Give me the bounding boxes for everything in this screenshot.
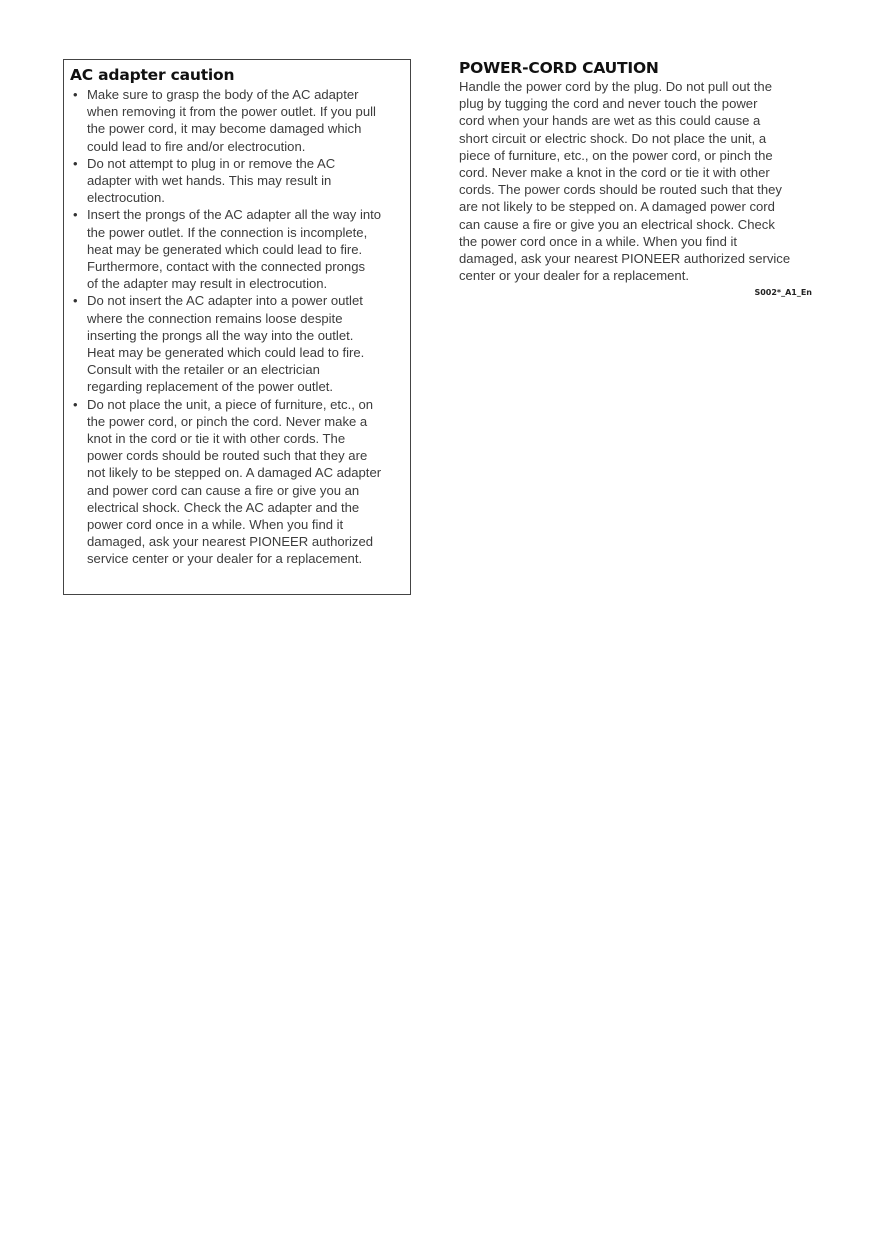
caution-item [70, 396, 410, 568]
text-line: when removing it from the power outlet. If you pull [87, 104, 376, 120]
text-line: center or your dealer for a replacement. [459, 268, 689, 284]
bullet-icon: • [73, 293, 78, 309]
text-line: Do not place the unit, a piece of furniture, etc., on [87, 396, 374, 412]
text-line: Do not attempt to plug in or remove the AC [87, 155, 336, 171]
text-line: electrical shock. Check the AC adapter and the [87, 499, 360, 515]
text-line: Heat may be generated which could lead to fire. [87, 345, 365, 361]
text-line: adapter with wet hands. This may result in [87, 173, 332, 189]
text-line: Insert the prongs of the AC adapter all the way into [87, 207, 382, 223]
text-line: Handle the power cord by the plug. Do not pull out the [459, 79, 772, 94]
text-line: damaged, ask your nearest PIONEER authorized service [459, 251, 791, 267]
caution-item [70, 155, 410, 207]
ac-adapter-caution-list [70, 86, 410, 568]
text-line: where the connection remains loose despite [87, 310, 343, 326]
text-line: of the adapter may result in electrocution. [87, 276, 328, 292]
text-line: can cause a fire or give you an electrical shock. Check [459, 216, 775, 232]
text-line: cord when your hands are wet as this could cause a [459, 113, 761, 129]
bullet-icon: • [73, 207, 78, 223]
text-line: knot in the cord or tie it with other cords. The [87, 431, 346, 447]
document-code: S002*_A1_En [754, 288, 812, 297]
power-cord-caution-section [459, 59, 819, 284]
caution-item [70, 86, 410, 155]
text-line: and power cord can cause a fire or give you an [87, 482, 360, 498]
text-line: service center or your dealer for a replacement. [87, 551, 363, 567]
text-line: are not likely to be stepped on. A damaged power cord [459, 199, 775, 215]
text-line: cords. The power cords should be routed such that they [459, 182, 782, 198]
text-line: piece of furniture, etc., on the power cord, or pinch the [459, 147, 773, 163]
bullet-icon: • [73, 396, 78, 412]
text-line: plug by tugging the cord and never touch the power [459, 96, 758, 112]
ac-adapter-caution-title: AC adapter caution [70, 66, 235, 84]
text-line: cord. Never make a knot in the cord or tie it with other [459, 165, 770, 181]
power-cord-caution-paragraph [459, 78, 819, 284]
text-line: damaged, ask your nearest PIONEER authorized [87, 534, 374, 550]
text-line: regarding replacement of the power outlet. [87, 379, 334, 395]
bullet-icon: • [73, 155, 78, 171]
text-line: power cords should be routed such that they are [87, 448, 368, 464]
text-line: the power cord, or pinch the cord. Never make a [87, 413, 368, 429]
text-line: the power cord, it may become damaged which [87, 121, 362, 137]
text-line: Consult with the retailer or an electrician [87, 362, 320, 378]
text-line: the power cord once in a while. When you find it [459, 233, 738, 249]
text-line: short circuit or electric shock. Do not place the unit, a [459, 130, 767, 146]
text-line: electrocution. [87, 190, 165, 206]
caution-item [70, 206, 410, 292]
power-cord-caution-title: POWER-CORD CAUTION [459, 59, 659, 77]
bullet-icon: • [73, 87, 78, 102]
text-line: inserting the prongs all the way into the outlet. [87, 327, 354, 343]
caution-item [70, 292, 410, 395]
text-line: Make sure to grasp the body of the AC adapter [87, 87, 359, 102]
ac-adapter-caution-box [63, 59, 411, 595]
text-line: Furthermore, contact with the connected prongs [87, 259, 366, 275]
text-line: Do not insert the AC adapter into a power outlet [87, 293, 363, 309]
text-line: not likely to be stepped on. A damaged AC adapter [87, 465, 382, 481]
text-line: power cord once in a while. When you find it [87, 517, 344, 533]
text-line: could lead to fire and/or electrocution. [87, 138, 306, 154]
text-line: heat may be generated which could lead to fire. [87, 241, 363, 257]
text-line: the power outlet. If the connection is incomplete, [87, 224, 368, 240]
